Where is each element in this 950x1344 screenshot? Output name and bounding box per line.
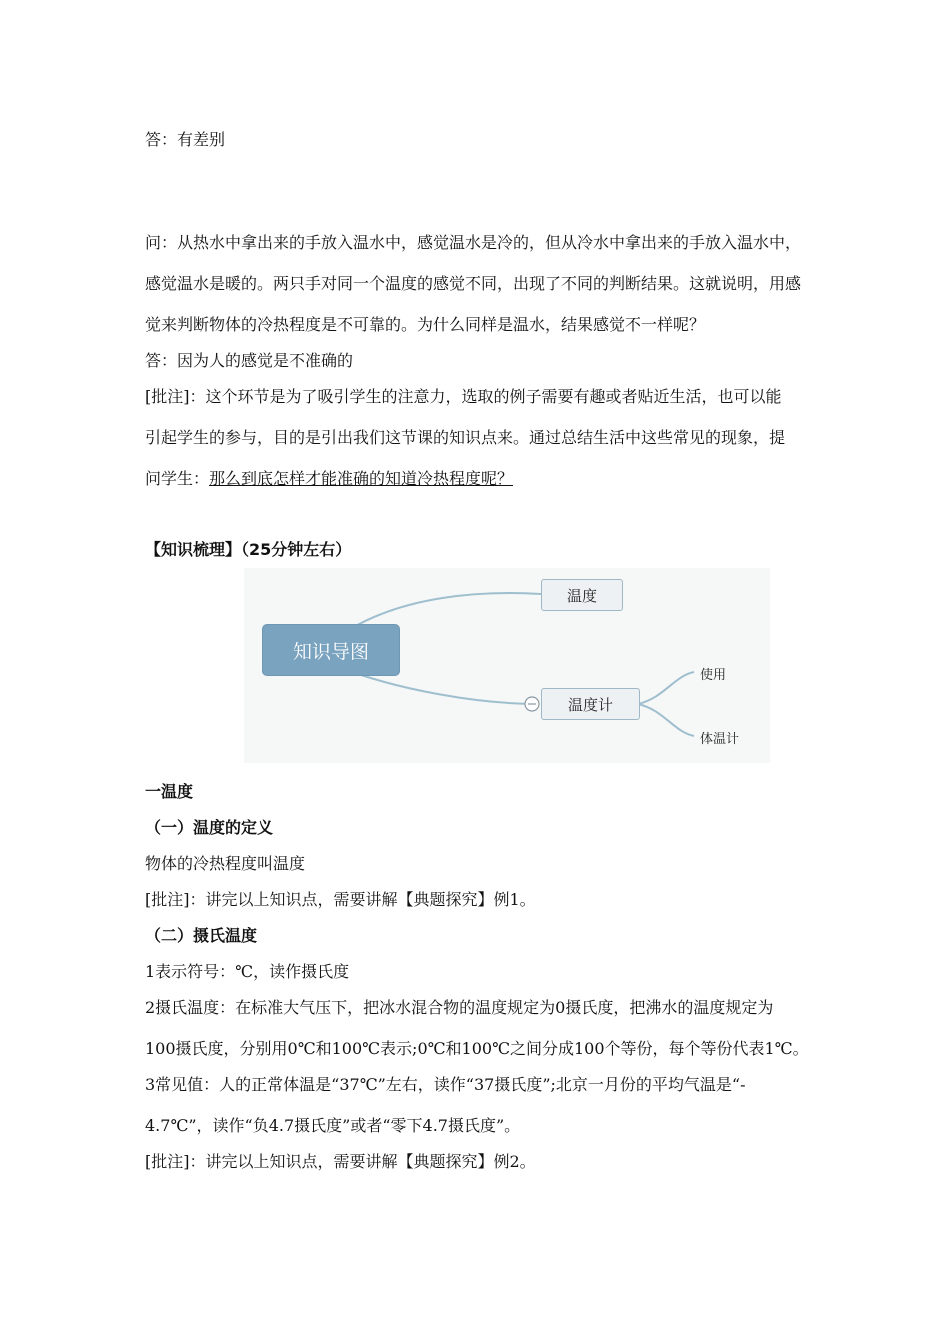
connector-temperature [352, 593, 541, 628]
mind-map-node-thermometer: 温度计 [541, 688, 640, 720]
connector-use [638, 672, 694, 704]
heading-temperature: 一温度 [145, 782, 194, 801]
annotation-line-2: 引起学生的参与，目的是引出我们这节课的知识点来。通过总结生活中这些常见的现象，提 [145, 428, 786, 447]
question-text-line-3: 觉来判断物体的冷热程度是不可靠的。为什么同样是温水，结果感觉不一样呢？ [145, 315, 706, 334]
item-symbol: 1表示符号：℃，读作摄氏度 [145, 962, 350, 981]
question-text-line-1: 问：从热水中拿出来的手放入温水中，感觉温水是冷的，但从冷水中拿出来的手放入温水中， [145, 233, 802, 252]
mind-map-node-temperature: 温度 [541, 579, 623, 611]
annotation-line-1: [批注]：这个环节是为了吸引学生的注意力，选取的例子需要有趣或者贴近生活，也可以能 [145, 387, 782, 406]
annotation-example-1: [批注]：讲完以上知识点，需要讲解【典题探究】例1。 [145, 890, 536, 909]
answer-text-2: 答：因为人的感觉是不准确的 [145, 351, 354, 370]
heading-definition: （一）温度的定义 [145, 818, 274, 837]
connector-thermometer [352, 672, 532, 704]
question-text-line-2: 感觉温水是暖的。两只手对同一个温度的感觉不同，出现了不同的判断结果。这就说明，用感 [145, 274, 802, 293]
answer-text: 答：有差别 [145, 130, 226, 149]
item-celsius-line-2: 100摄氏度，分别用0℃和100℃表示;0℃和100℃之间分成100个等份，每个等份代表1℃。 [145, 1039, 809, 1058]
connector-body-thermometer [638, 704, 694, 736]
heading-celsius: （二）摄氏温度 [145, 926, 258, 945]
section-heading: 【知识梳理】（25分钟左右） [145, 540, 352, 559]
mind-map-leaf-use: 使用 [700, 668, 727, 683]
annotation-line-3 [145, 466, 513, 489]
annotation-example-2: [批注]：讲完以上知识点，需要讲解【典题探究】例2。 [145, 1152, 536, 1171]
mind-map-root: 知识导图 [262, 624, 400, 676]
item-celsius-line-1: 2摄氏温度：在标准大气压下，把冰水混合物的温度规定为0摄氏度，把沸水的温度规定为 [145, 998, 774, 1017]
item-common-values-line-2: 4.7℃”，读作“负4.7摄氏度”或者“零下4.7摄氏度”。 [145, 1116, 521, 1135]
mind-map [244, 568, 770, 763]
definition-text: 物体的冷热程度叫温度 [145, 854, 306, 873]
mind-map-leaf-body-thermometer: 体温计 [700, 732, 740, 747]
item-common-values-line-1: 3常见值：人的正常体温是“37℃”左右，读作“37摄氏度”;北京一月份的平均气温是“- [145, 1075, 746, 1094]
annotation-prefix: 问学生： [145, 469, 210, 488]
annotation-underlined-question: 那么到底怎样才能准确的知道冷热程度呢？ [209, 469, 514, 488]
